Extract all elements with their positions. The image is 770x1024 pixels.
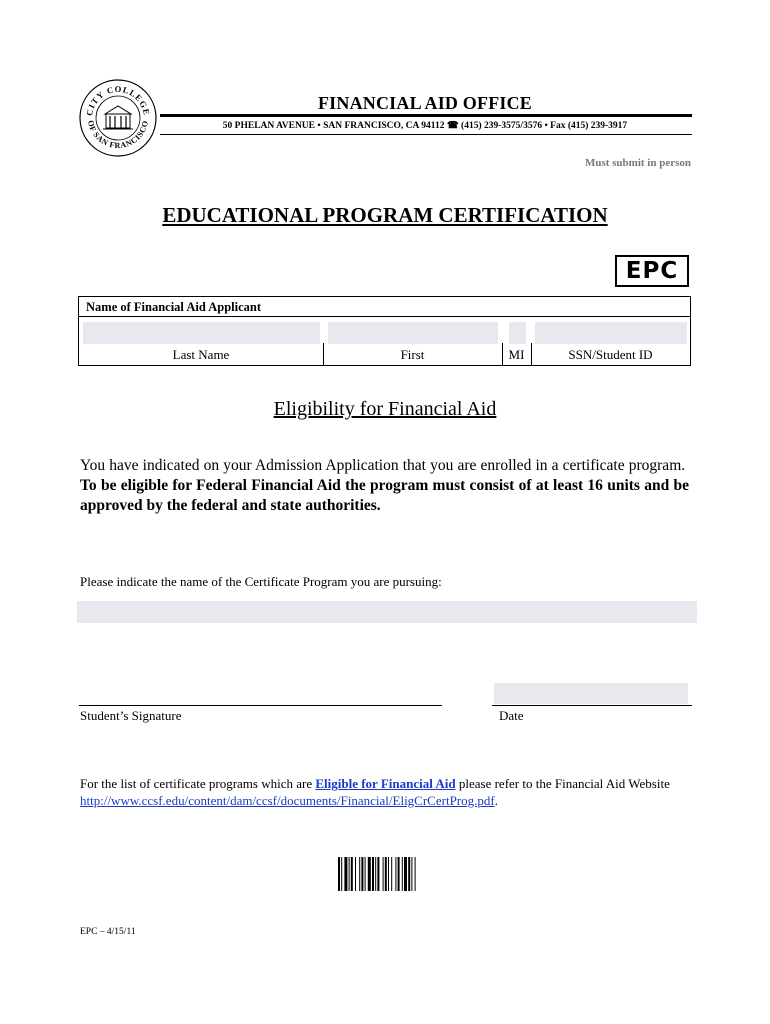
date-label: Date [499,708,524,723]
college-seal-logo [78,78,158,158]
eligibility-paragraph [80,456,689,516]
barcode-bar [372,857,374,891]
barcode-bar [375,857,376,891]
barcode-bar [388,857,389,891]
eligibility-intro: You have indicated on your Admission Application that you are enrolled in a certificate program. [80,457,686,474]
svg-text:OF SAN FRANCISCO [86,120,150,151]
barcode-bar [383,857,384,891]
barcode-bar [402,857,403,891]
applicant-table-header [79,297,690,317]
barcode-bar [377,857,379,891]
barcode-bar [338,857,340,891]
barcode-icon [338,857,444,891]
seal-text-top: CITY COLLEGE [84,83,152,117]
barcode-bar [359,857,360,891]
office-address: 50 PHELAN AVENUE • SAN FRANCISCO, CA 94112 ☎ (415) 239-3575/3576 • Fax (415) 239-3917 [222,121,628,131]
reference-suffix: . [494,793,498,808]
form-version: EPC – 4/15/11 [80,927,136,937]
header-rule-thin [160,134,692,135]
eligible-programs-link[interactable]: Eligible for Financial Aid [315,776,456,791]
barcode-bar [341,857,342,891]
submit-note: Must submit in person [584,157,691,169]
certificate-program-input[interactable] [77,601,697,623]
reference-prefix: For the list of certificate programs which are [80,776,313,791]
barcode-graphic [338,857,444,891]
first-name-label: First [400,347,425,362]
program-list-url-link[interactable]: http://www.ccsf.edu/content/dam/ccsf/documents/Financial/EligCrCertProg.pdf [80,793,495,808]
middle-initial-label: MI [508,347,525,362]
last-name-input[interactable] [83,322,320,344]
student-id-input[interactable] [535,322,687,344]
reference-paragraph [80,775,692,809]
applicant-name-table [78,296,691,366]
first-name-input[interactable] [328,322,498,344]
barcode-bar [415,857,416,891]
student-id-label: SSN/Student ID [568,347,653,362]
barcode-bar [411,857,412,891]
barcode-bar [368,857,371,891]
barcode-bar [404,857,407,891]
office-title: FINANCIAL AID OFFICE [317,93,533,113]
seal-text-bottom: OF SAN FRANCISCO [85,119,151,151]
middle-initial-input[interactable] [509,322,526,344]
applicant-table-header-label: Name of Financial Aid Applicant [86,300,262,314]
barcode-bar [408,857,410,891]
last-name-label: Last Name [172,347,230,362]
barcode-bar [349,857,350,891]
date-input[interactable] [494,683,688,704]
signature-line[interactable] [79,705,442,706]
eligibility-requirement: To be eligible for Federal Financial Aid the program must consist of at least 16 units and be approved by the federal and state authorities. [80,477,689,514]
date-line [492,705,692,706]
header-rule [160,114,692,117]
barcode-bar [398,857,400,891]
document-title: EDUCATIONAL PROGRAM CERTIFICATION [162,203,608,227]
college-seal-icon [78,78,158,158]
barcode-bar [391,857,392,891]
barcode-bar [351,857,353,891]
signature-label: Student’s Signature [80,708,182,723]
barcode-bar [361,857,363,891]
form-code-box: EPC [615,255,689,287]
barcode-bar [365,857,366,891]
barcode-bar [344,857,347,891]
reference-middle: please refer to the Financial Aid Website [458,776,670,791]
barcode-bar [355,857,356,891]
eligibility-heading: Eligibility for Financial Aid [273,398,497,420]
barcode-bar [385,857,387,891]
certificate-prompt: Please indicate the name of the Certificate Program you are pursuing: [80,574,442,589]
barcode-bar [395,857,396,891]
